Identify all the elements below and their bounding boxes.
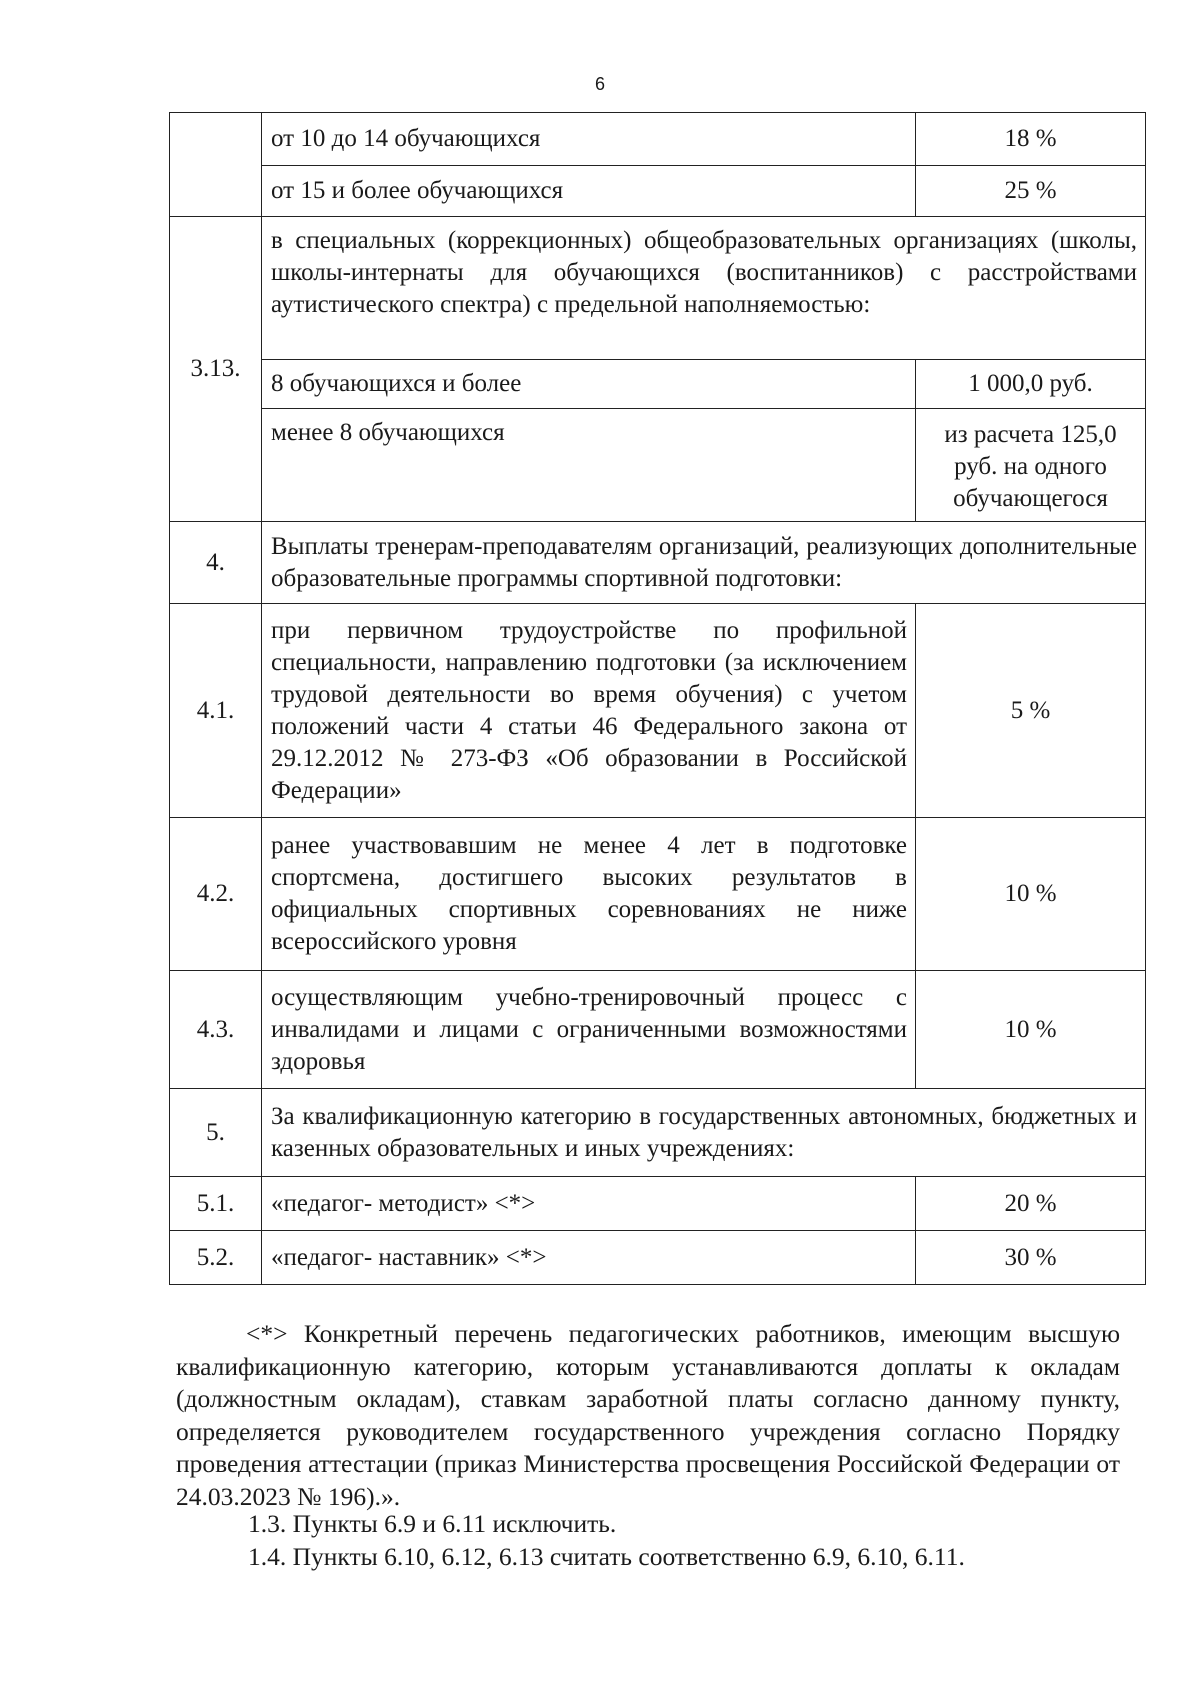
table-cell-description: Выплаты тренерам-преподавателям организаций, реализующих дополнительные образовательные программы спортивной подготовки: xyxy=(262,522,1146,604)
table-cell-description: от 10 до 14 обучающихся xyxy=(262,113,916,166)
table-cell-number: 4. xyxy=(170,522,262,604)
item-1-4: 1.4. Пункты 6.10, 6.12, 6.13 считать соответственно 6.9, 6.10, 6.11. xyxy=(248,1542,965,1571)
table-cell-value: 5 % xyxy=(916,604,1146,818)
table-cell-value: 25 % xyxy=(916,166,1146,217)
footnote-text: <*> Конкретный перечень педагогических работников, имеющим высшую квалификационную категорию, которым устанавливаются доплаты к окладам (должностным окладам), ставкам заработной платы согласно данному пункту, определяется руководителем государственного учреждения согласно Порядку проведения аттестации (приказ Министерства просвещения Российской Федерации от 24.03.2023 № 196).». xyxy=(176,1319,1120,1511)
allowance-table xyxy=(169,112,1146,1285)
table-row xyxy=(170,971,1146,1089)
table-row xyxy=(170,166,1146,217)
table-cell-value: 10 % xyxy=(916,971,1146,1089)
table-cell-number: 5.1. xyxy=(170,1177,262,1231)
table-cell-number: 4.2. xyxy=(170,818,262,971)
table-row xyxy=(170,1089,1146,1177)
table-cell-number: 3.13. xyxy=(170,217,262,522)
table-cell-value: 20 % xyxy=(916,1177,1146,1231)
table-cell-value: из расчета 125,0 руб. на одного обучающегося xyxy=(916,409,1146,522)
table-row xyxy=(170,217,1146,360)
footnote xyxy=(176,1318,1120,1513)
table-cell-number: 5. xyxy=(170,1089,262,1177)
table-cell-description: менее 8 обучающихся xyxy=(262,409,916,522)
page-number: 6 xyxy=(594,74,605,94)
table-cell-value: 10 % xyxy=(916,818,1146,971)
table-cell-number: 5.2. xyxy=(170,1231,262,1285)
table-cell-description: «педагог- методист» <*> xyxy=(262,1177,916,1231)
table-cell-number: 4.3. xyxy=(170,971,262,1089)
table-cell-description: при первичном трудоустройстве по профильной специальности, направлению подготовки (за исключением трудовой деятельности во время обучения) с учетом положений части 4 статьи 46 Федерального закона от 29.12.2012 № 273-ФЗ «Об образовании в Российской Федерации» xyxy=(262,604,916,818)
table-cell-description: ранее участвовавшим не менее 4 лет в подготовке спортсмена, достигшего высоких результатов в официальных спортивных соревнованиях не ниже всероссийского уровня xyxy=(262,818,916,971)
table-cell-value: 18 % xyxy=(916,113,1146,166)
table-cell-number-empty xyxy=(170,113,262,217)
table-cell-description: 8 обучающихся и более xyxy=(262,360,916,409)
table-cell-description: «педагог- наставник» <*> xyxy=(262,1231,916,1285)
table-row xyxy=(170,1177,1146,1231)
table-row xyxy=(170,113,1146,166)
table-cell-description: За квалификационную категорию в государственных автономных, бюджетных и казенных образовательных и иных учреждениях: xyxy=(262,1089,1146,1177)
table-cell-description: осуществляющим учебно-тренировочный процесс с инвалидами и лицами с ограниченными возможностями здоровья xyxy=(262,971,916,1089)
table-cell-value: 30 % xyxy=(916,1231,1146,1285)
table-row xyxy=(170,818,1146,971)
table-cell-value: 1 000,0 руб. xyxy=(916,360,1146,409)
item-1-3: 1.3. Пункты 6.9 и 6.11 исключить. xyxy=(248,1509,617,1538)
table-row xyxy=(170,409,1146,522)
table-row xyxy=(170,360,1146,409)
table-row xyxy=(170,522,1146,604)
table-cell-description: от 15 и более обучающихся xyxy=(262,166,916,217)
table-cell-description: в специальных (коррекционных) общеобразовательных организациях (школы, школы-интернаты для обучающихся (воспитанников) с расстройствами аутистического спектра) с предельной наполняемостью: xyxy=(262,217,1146,360)
table-row xyxy=(170,604,1146,818)
table-cell-number: 4.1. xyxy=(170,604,262,818)
table-row xyxy=(170,1231,1146,1285)
